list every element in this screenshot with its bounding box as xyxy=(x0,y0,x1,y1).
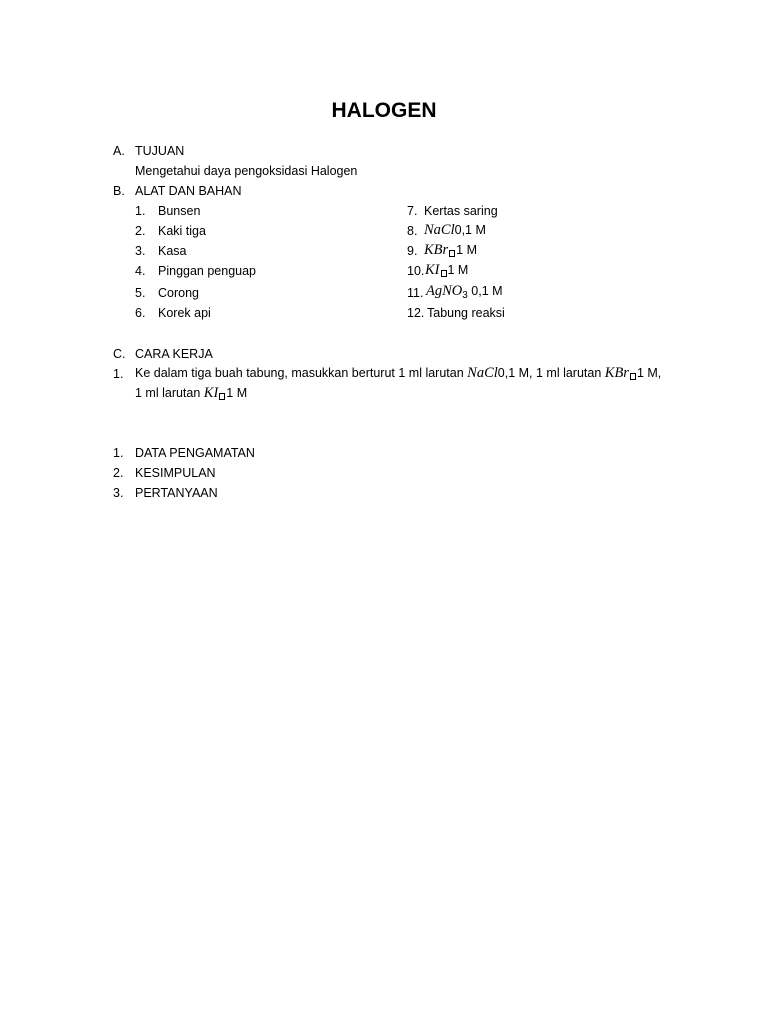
step-number: 1. xyxy=(113,367,124,381)
list-item: Kertas saring xyxy=(424,204,498,218)
list-item-number: 4. xyxy=(135,264,146,278)
section-marker-c: C. xyxy=(113,347,126,361)
tujuan-text: Mengetahui daya pengoksidasi Halogen xyxy=(135,164,358,178)
list-item-number: 11. xyxy=(407,286,424,300)
section-heading-data-pengamatan: DATA PENGAMATAN xyxy=(135,446,255,460)
section-heading-pertanyaan: PERTANYAAN xyxy=(135,486,218,500)
list-item-number: 10. xyxy=(407,264,425,278)
step-text: 1 ml larutan xyxy=(135,386,204,400)
list-item-number: 5. xyxy=(135,286,146,300)
section-heading-alat-bahan: ALAT DAN BAHAN xyxy=(135,184,242,198)
list-item-number: 3. xyxy=(135,244,146,258)
list-item: Bunsen xyxy=(158,204,201,218)
step-text: 0,1 M, 1 ml larutan xyxy=(497,366,605,380)
list-item-number: 3. xyxy=(113,486,124,500)
placeholder-box-icon xyxy=(219,393,225,400)
list-item-number: 9. xyxy=(407,244,418,258)
list-item-number: 12. xyxy=(407,306,425,320)
chemical-formula: NaCl xyxy=(467,365,498,381)
section-heading-kesimpulan: KESIMPULAN xyxy=(135,466,216,480)
list-item-number: 7. xyxy=(407,204,418,218)
section-marker-b: B. xyxy=(113,184,125,198)
list-item-number: 1. xyxy=(113,446,124,460)
list-item: Kasa xyxy=(158,244,187,258)
document-title: HALOGEN xyxy=(331,99,437,122)
section-marker-a: A. xyxy=(113,144,125,158)
step-text-line-2 xyxy=(135,386,247,401)
section-heading-cara-kerja: CARA KERJA xyxy=(135,347,213,361)
list-item: Pinggan penguap xyxy=(158,264,257,278)
list-item-number: 2. xyxy=(113,466,124,480)
step-text: Ke dalam tiga buah tabung, masukkan berturut 1 ml larutan xyxy=(135,366,468,380)
list-item: Kaki tiga xyxy=(158,224,206,238)
formula-subscript: 3 xyxy=(462,290,468,301)
list-item xyxy=(426,284,503,299)
chemical-formula: KI xyxy=(425,262,440,278)
chemical-formula: KI xyxy=(203,385,219,401)
concentration: 0,1 M xyxy=(467,284,503,298)
list-item: Korek api xyxy=(158,306,211,320)
chemical-formula: NaCl xyxy=(424,222,455,238)
chemical-formula: AgNO xyxy=(426,283,463,299)
list-item: Corong xyxy=(158,286,199,300)
concentration: 0,1 M xyxy=(454,223,486,237)
list-item xyxy=(425,263,468,278)
list-item: Tabung reaksi xyxy=(427,306,505,320)
concentration: 1 M xyxy=(447,263,469,277)
placeholder-box-icon xyxy=(449,250,455,257)
list-item xyxy=(424,243,477,258)
section-heading-tujuan: TUJUAN xyxy=(135,144,185,158)
list-item xyxy=(424,223,486,238)
concentration: 1 M xyxy=(456,243,478,257)
chemical-formula: KBr xyxy=(604,365,629,381)
step-text: 1 M, xyxy=(636,366,662,380)
list-item-number: 2. xyxy=(135,224,146,238)
placeholder-box-icon xyxy=(630,373,636,380)
chemical-formula: KBr xyxy=(424,242,449,258)
list-item-number: 8. xyxy=(407,224,418,238)
step-text: 1 M xyxy=(226,386,248,400)
list-item-number: 1. xyxy=(135,204,146,218)
step-text-line-1 xyxy=(135,366,661,381)
placeholder-box-icon xyxy=(441,270,447,277)
list-item-number: 6. xyxy=(135,306,146,320)
